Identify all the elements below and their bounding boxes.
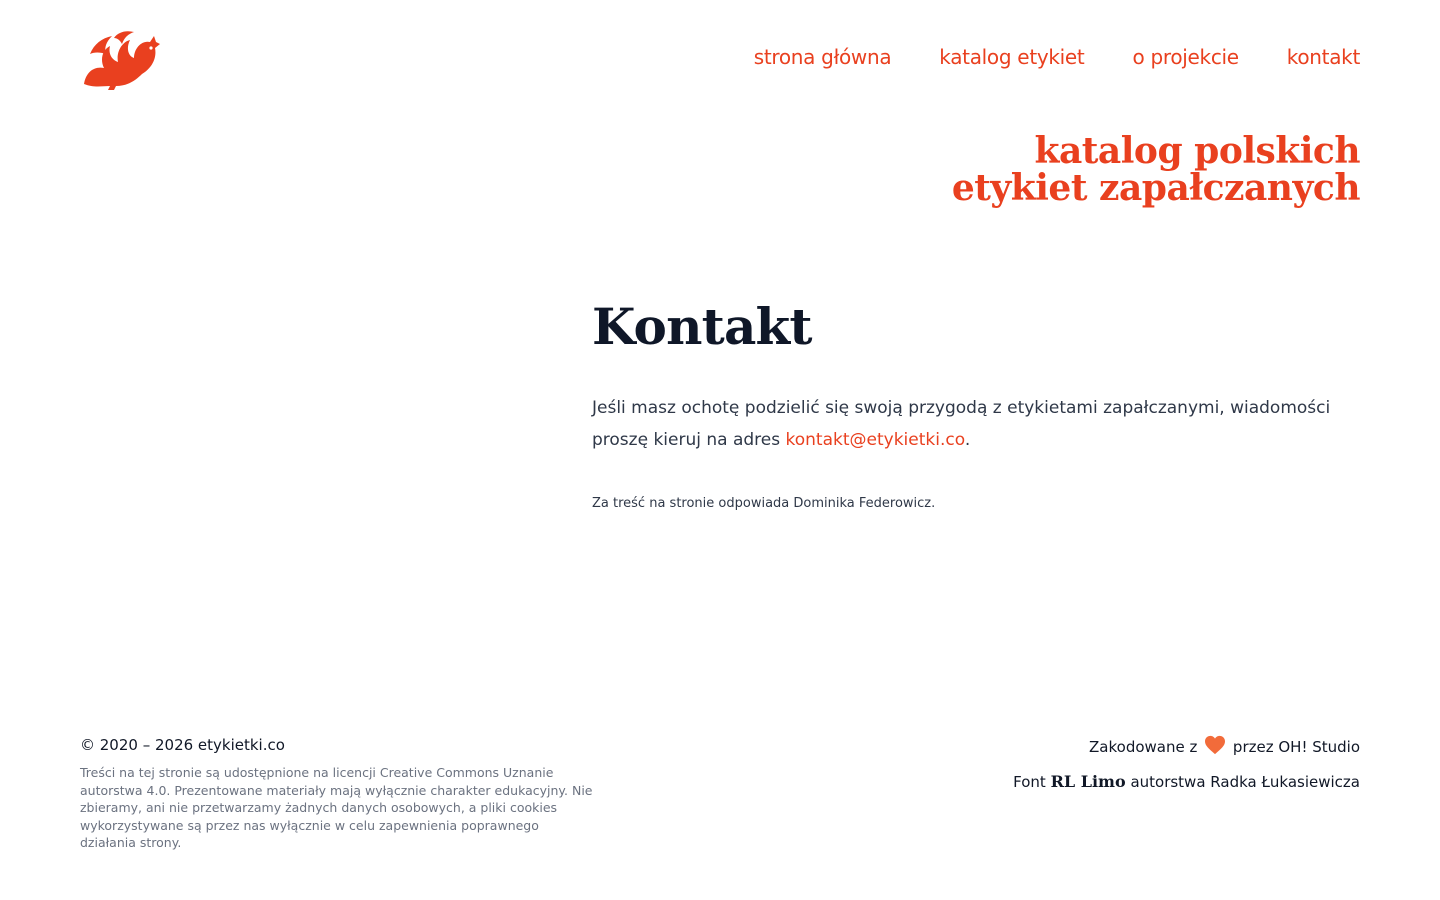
rooster-logo-icon[interactable] (80, 30, 162, 90)
site-tagline (951, 130, 1360, 209)
contact-intro (592, 392, 1352, 456)
tagline-line-2: etykiet zapałczanych (951, 167, 1360, 209)
coded-prefix: Zakodowane z (1089, 738, 1198, 756)
contact-email-link[interactable]: kontakt@etykietki.co (785, 430, 965, 450)
nav-link-catalog[interactable]: katalog etykiet (939, 45, 1085, 69)
heart-icon (1204, 735, 1226, 760)
footer-left (80, 735, 600, 852)
contact-content (592, 295, 1360, 511)
site-header (80, 30, 1360, 90)
nav-link-contact[interactable]: kontakt (1286, 45, 1360, 69)
coded-by-line (1013, 735, 1360, 760)
copyright-text: © 2020 – 2026 etykietki.co (80, 736, 285, 754)
responsible-person-note: Za treść na stronie odpowiada Dominika Federowicz. (592, 496, 936, 511)
font-credit-line (1013, 772, 1360, 792)
intro-text: Jeśli masz ochotę podzielić się swoją przygodą z etykietami zapałczanymi, wiadomości proszę kieruj na adres (592, 398, 1331, 450)
main-navigation (754, 45, 1360, 69)
page-title: Kontakt (592, 297, 812, 356)
legal-notice: Treści na tej stronie są udostępnione na licencji Creative Commons Uznanie autorstwa 4.0. Prezentowane materiały mają wyłącznie charakter edukacyjny. Nie zbieramy, ani nie przetwarzamy żadnych danych osobowych, a pliki cookies wykorzystywane są przez nas wyłącznie w celu zapewnienia poprawnego działania strony. (80, 765, 593, 850)
nav-link-about[interactable]: o projekcie (1132, 45, 1239, 69)
oh-studio-link[interactable]: przez OH! Studio (1232, 738, 1360, 756)
font-author: autorstwa Radka Łukasiewicza (1130, 773, 1360, 791)
nav-link-home[interactable]: strona główna (753, 45, 892, 69)
footer-right (1013, 735, 1360, 792)
tagline-line-1: katalog polskich (1034, 130, 1360, 172)
font-prefix: Font (1013, 773, 1046, 791)
intro-end: . (964, 430, 971, 450)
font-name-link[interactable]: RL Limo (1050, 772, 1126, 791)
